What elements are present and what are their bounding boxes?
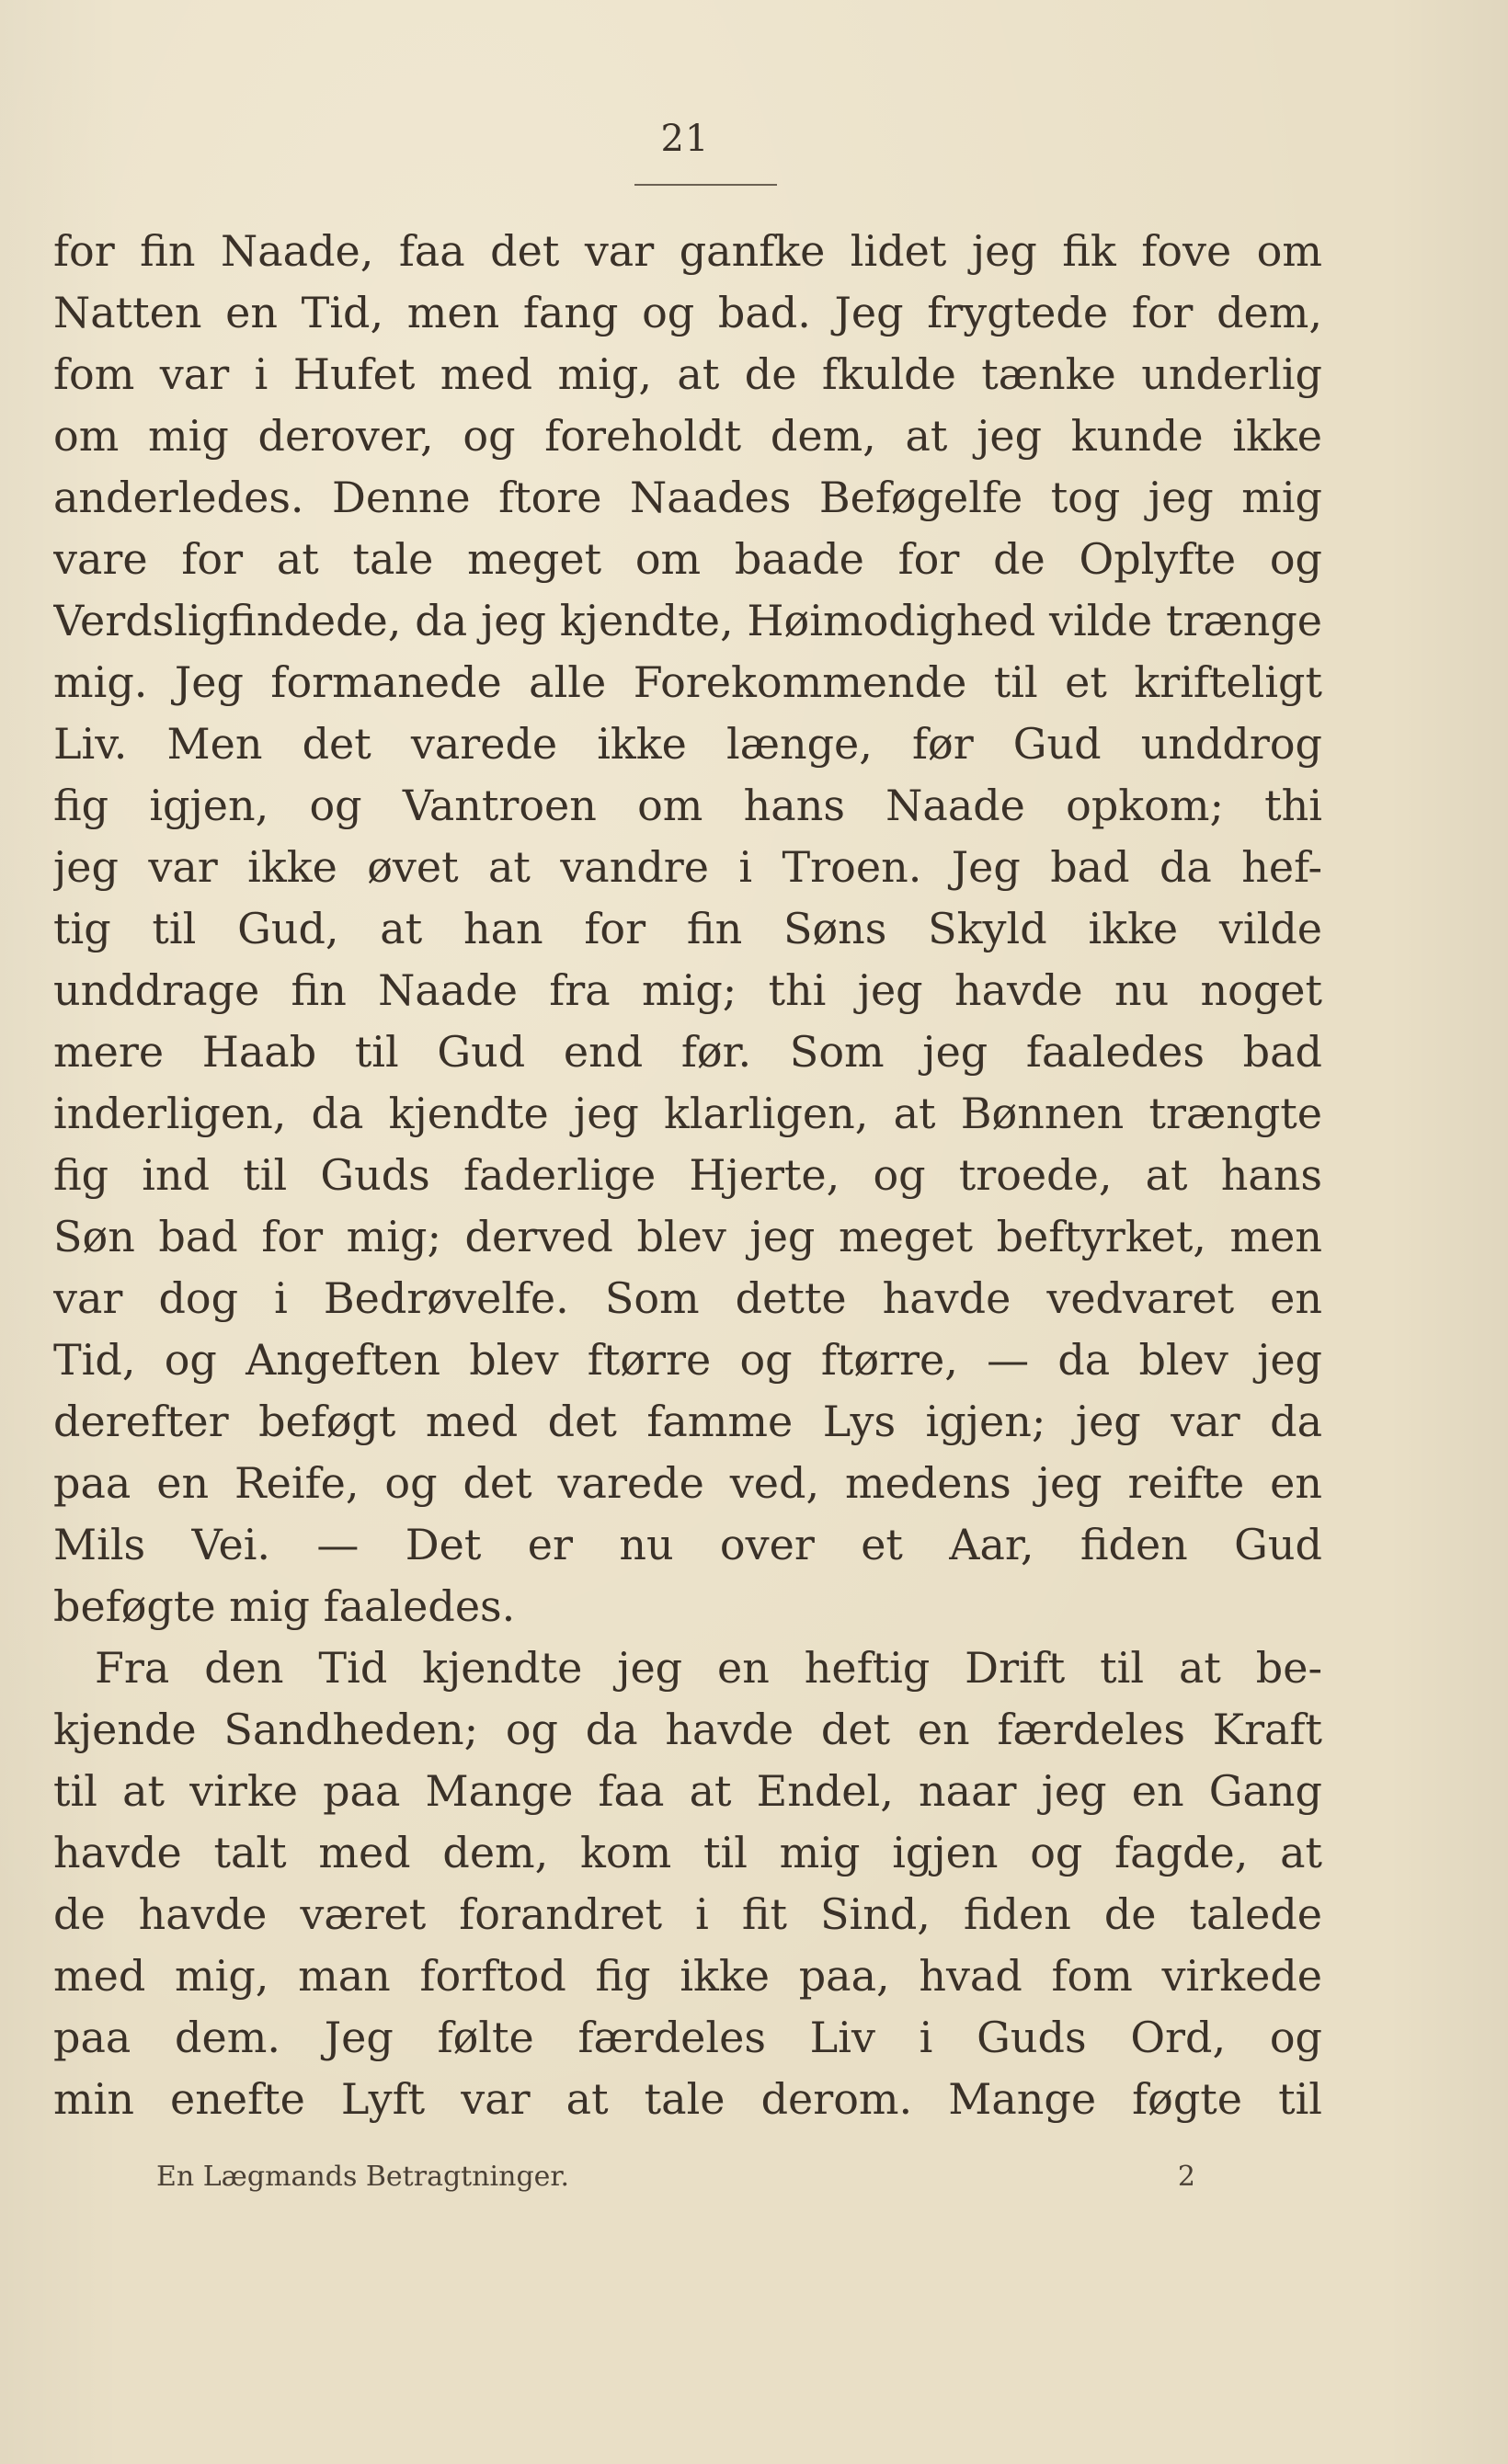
text-line: unddrage fin Naade fra mig; thi jeg havde nu noget bbox=[53, 965, 1322, 1015]
page-number: 21 bbox=[660, 118, 710, 160]
text-line: var dog i Bedrøvelfe. Som dette havde vedvaret en bbox=[53, 1273, 1322, 1323]
text-line: beføgte mig faaledes. bbox=[53, 1581, 516, 1631]
text-line: paa dem. Jeg følte færdeles Liv i Guds Ord, og bbox=[53, 2013, 1322, 2062]
text-line: inderligen, da kjendte jeg klarligen, at Bønnen trængte bbox=[53, 1089, 1322, 1138]
text-line: anderledes. Denne ftore Naades Beføgelfe tog jeg mig bbox=[53, 473, 1322, 522]
text-line: paa en Reife, og det varede ved, medens jeg reifte en bbox=[53, 1458, 1322, 1508]
text-line: Liv. Men det varede ikke længe, før Gud unddrog bbox=[53, 719, 1322, 769]
text-line: om mig derover, og foreholdt dem, at jeg kunde ikke bbox=[53, 411, 1322, 461]
text-line: Mils Vei. — Det er nu over et Aar, fiden Gud bbox=[53, 1520, 1322, 1569]
text-line: Verdsligfindede, da jeg kjendte, Høimodighed vilde trænge bbox=[53, 596, 1322, 645]
text-line: fig igjen, og Vantroen om hans Naade opkom; thi bbox=[53, 781, 1322, 830]
text-line: Søn bad for mig; derved blev jeg meget beftyrket, men bbox=[53, 1212, 1322, 1261]
text-line: med mig, man forftod fig ikke paa, hvad fom virkede bbox=[53, 1951, 1322, 2001]
text-line: Tid, og Angeften blev ftørre og ftørre, — da blev jeg bbox=[53, 1335, 1322, 1385]
text-line: vare for at tale meget om baade for de Oplyfte og bbox=[53, 534, 1322, 584]
text-line: derefter beføgt med det famme Lys igjen; jeg var da bbox=[53, 1397, 1322, 1446]
text-line: Fra den Tid kjendte jeg en heftig Drift til at be- bbox=[95, 1643, 1322, 1693]
text-line: de havde været forandret i fit Sind, fiden de talede bbox=[53, 1889, 1322, 1939]
text-line: tig til Gud, at han for fin Søns Skyld ikke vilde bbox=[53, 904, 1322, 953]
text-line: mere Haab til Gud end før. Som jeg faaledes bad bbox=[53, 1027, 1322, 1077]
text-line: fom var i Hufet med mig, at de fkulde tænke underlig bbox=[53, 349, 1322, 399]
text-line: jeg var ikke øvet at vandre i Troen. Jeg bad da hef- bbox=[53, 842, 1322, 892]
text-line: mig. Jeg formanede alle Forekommende til et krifteligt bbox=[53, 657, 1322, 707]
header-rule bbox=[634, 184, 777, 186]
text-line: havde talt med dem, kom til mig igjen og fagde, at bbox=[53, 1828, 1322, 1877]
signature-line: En Lægmands Betragtninger. bbox=[156, 2161, 569, 2193]
sheet-mark: 2 bbox=[1177, 2161, 1195, 2193]
text-line: Natten en Tid, men fang og bad. Jeg frygtede for dem, bbox=[53, 288, 1322, 337]
page-footer bbox=[156, 2161, 1195, 2207]
text-line: for fin Naade, faa det var ganfke lidet jeg fik fove om bbox=[53, 226, 1322, 276]
text-line: til at virke paa Mange faa at Endel, naar jeg en Gang bbox=[53, 1766, 1322, 1816]
text-line: kjende Sandheden; og da havde det en færdeles Kraft bbox=[53, 1705, 1322, 1754]
text-line: fig ind til Guds faderlige Hjerte, og troede, at hans bbox=[53, 1150, 1322, 1200]
body-text bbox=[53, 221, 1322, 2130]
text-line: min enefte Lyft var at tale derom. Mange føgte til bbox=[53, 2074, 1322, 2124]
